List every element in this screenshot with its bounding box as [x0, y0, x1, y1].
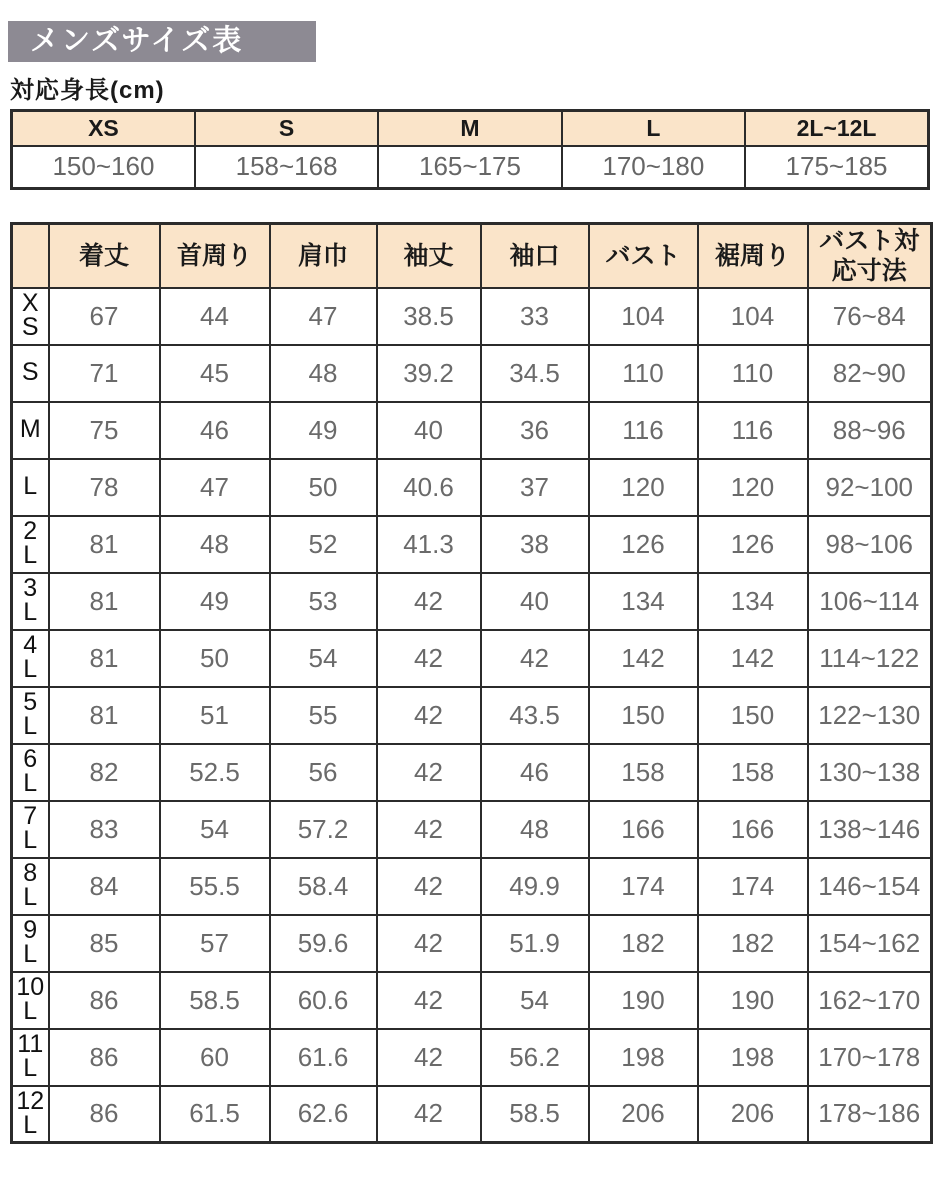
table-row — [12, 1029, 932, 1086]
measurement-cell: 44 — [160, 288, 270, 345]
measurement-cell: 47 — [270, 288, 377, 345]
height-size-header: S — [195, 111, 378, 146]
measurement-cell: 106~114 — [808, 573, 932, 630]
measurement-cell: 182 — [589, 915, 698, 972]
measurement-cell: 178~186 — [808, 1086, 932, 1143]
measurement-cell: 206 — [698, 1086, 808, 1143]
measurement-cell: 52 — [270, 516, 377, 573]
row-label: X S — [12, 288, 49, 345]
table-row — [12, 573, 932, 630]
row-label: 12 L — [12, 1086, 49, 1143]
measurement-cell: 122~130 — [808, 687, 932, 744]
measurement-cell: 158 — [698, 744, 808, 801]
measurement-cell: 98~106 — [808, 516, 932, 573]
table-row — [12, 972, 932, 1029]
table-row — [12, 516, 932, 573]
height-size-header: 2L~12L — [745, 111, 928, 146]
measurement-cell: 150 — [698, 687, 808, 744]
size-table-header-row — [12, 224, 932, 288]
measurement-cell: 41.3 — [377, 516, 481, 573]
measurement-cell: 50 — [270, 459, 377, 516]
row-label: L — [12, 459, 49, 516]
measurement-cell: 48 — [270, 345, 377, 402]
measurement-cell: 33 — [481, 288, 589, 345]
measurement-cell: 190 — [698, 972, 808, 1029]
measurement-cell: 134 — [589, 573, 698, 630]
measurement-cell: 56 — [270, 744, 377, 801]
measurement-cell: 182 — [698, 915, 808, 972]
measurement-cell: 67 — [49, 288, 160, 345]
measurement-cell: 51 — [160, 687, 270, 744]
height-range-cell: 170~180 — [562, 146, 745, 189]
measurement-cell: 126 — [698, 516, 808, 573]
measurement-cell: 110 — [698, 345, 808, 402]
table-row — [12, 402, 932, 459]
measurement-cell: 84 — [49, 858, 160, 915]
measurement-cell: 42 — [377, 573, 481, 630]
height-range-cell: 175~185 — [745, 146, 928, 189]
measurement-cell: 40 — [377, 402, 481, 459]
measurement-cell: 81 — [49, 516, 160, 573]
measurement-cell: 46 — [160, 402, 270, 459]
height-range-cell: 150~160 — [12, 146, 195, 189]
measurement-cell: 83 — [49, 801, 160, 858]
measurement-cell: 59.6 — [270, 915, 377, 972]
row-label: 6 L — [12, 744, 49, 801]
measurement-cell: 54 — [270, 630, 377, 687]
measurement-column-header: 裾周り — [698, 224, 808, 288]
height-table — [10, 109, 930, 190]
measurement-cell: 150 — [589, 687, 698, 744]
measurement-cell: 104 — [589, 288, 698, 345]
measurement-cell: 130~138 — [808, 744, 932, 801]
table-row — [12, 1086, 932, 1143]
row-label: M — [12, 402, 49, 459]
row-label: 7 L — [12, 801, 49, 858]
measurement-cell: 120 — [589, 459, 698, 516]
measurement-cell: 110 — [589, 345, 698, 402]
height-range-cell: 158~168 — [195, 146, 378, 189]
measurement-cell: 42 — [377, 972, 481, 1029]
measurement-cell: 120 — [698, 459, 808, 516]
measurement-cell: 38 — [481, 516, 589, 573]
page-title: メンズサイズ表 — [8, 21, 316, 62]
measurement-cell: 42 — [377, 915, 481, 972]
measurement-column-header: 肩巾 — [270, 224, 377, 288]
measurement-cell: 37 — [481, 459, 589, 516]
height-size-header: M — [378, 111, 561, 146]
measurement-cell: 142 — [589, 630, 698, 687]
measurement-column-header: 袖丈 — [377, 224, 481, 288]
measurement-cell: 57.2 — [270, 801, 377, 858]
measurement-cell: 61.5 — [160, 1086, 270, 1143]
measurement-cell: 53 — [270, 573, 377, 630]
measurement-cell: 116 — [698, 402, 808, 459]
height-size-header: L — [562, 111, 745, 146]
measurement-cell: 104 — [698, 288, 808, 345]
measurement-cell: 198 — [589, 1029, 698, 1086]
measurement-cell: 166 — [698, 801, 808, 858]
measurement-cell: 45 — [160, 345, 270, 402]
measurement-cell: 42 — [481, 630, 589, 687]
measurement-cell: 138~146 — [808, 801, 932, 858]
table-row — [12, 459, 932, 516]
measurement-cell: 54 — [481, 972, 589, 1029]
height-table-header-row — [12, 111, 929, 146]
measurement-cell: 142 — [698, 630, 808, 687]
row-label: 9 L — [12, 915, 49, 972]
row-label: S — [12, 345, 49, 402]
table-row — [12, 858, 932, 915]
measurement-cell: 36 — [481, 402, 589, 459]
measurement-cell: 40 — [481, 573, 589, 630]
measurement-cell: 60 — [160, 1029, 270, 1086]
measurement-cell: 58.5 — [160, 972, 270, 1029]
table-row — [12, 687, 932, 744]
measurement-cell: 39.2 — [377, 345, 481, 402]
row-label: 2 L — [12, 516, 49, 573]
measurement-cell: 60.6 — [270, 972, 377, 1029]
measurement-cell: 43.5 — [481, 687, 589, 744]
measurement-column-header: バスト — [589, 224, 698, 288]
measurement-cell: 206 — [589, 1086, 698, 1143]
measurement-cell: 48 — [481, 801, 589, 858]
measurement-cell: 56.2 — [481, 1029, 589, 1086]
measurement-cell: 42 — [377, 630, 481, 687]
measurement-cell: 42 — [377, 1029, 481, 1086]
measurement-cell: 81 — [49, 573, 160, 630]
measurement-cell: 42 — [377, 1086, 481, 1143]
measurement-cell: 46 — [481, 744, 589, 801]
table-row — [12, 288, 932, 345]
measurement-cell: 58.4 — [270, 858, 377, 915]
measurement-cell: 47 — [160, 459, 270, 516]
measurement-cell: 57 — [160, 915, 270, 972]
measurement-cell: 126 — [589, 516, 698, 573]
measurement-cell: 190 — [589, 972, 698, 1029]
size-table — [10, 222, 933, 1144]
table-row — [12, 915, 932, 972]
measurement-cell: 38.5 — [377, 288, 481, 345]
measurement-cell: 71 — [49, 345, 160, 402]
measurement-cell: 82 — [49, 744, 160, 801]
measurement-cell: 78 — [49, 459, 160, 516]
measurement-cell: 174 — [698, 858, 808, 915]
measurement-cell: 88~96 — [808, 402, 932, 459]
measurement-cell: 158 — [589, 744, 698, 801]
measurement-cell: 55.5 — [160, 858, 270, 915]
row-label: 11 L — [12, 1029, 49, 1086]
height-size-header: XS — [12, 111, 195, 146]
measurement-cell: 134 — [698, 573, 808, 630]
measurement-cell: 50 — [160, 630, 270, 687]
measurement-cell: 42 — [377, 801, 481, 858]
row-label: 8 L — [12, 858, 49, 915]
corner-cell — [12, 224, 49, 288]
row-label: 3 L — [12, 573, 49, 630]
row-label: 4 L — [12, 630, 49, 687]
measurement-cell: 85 — [49, 915, 160, 972]
measurement-cell: 49 — [270, 402, 377, 459]
measurement-cell: 174 — [589, 858, 698, 915]
measurement-cell: 81 — [49, 687, 160, 744]
measurement-cell: 114~122 — [808, 630, 932, 687]
row-label: 5 L — [12, 687, 49, 744]
measurement-cell: 48 — [160, 516, 270, 573]
measurement-cell: 76~84 — [808, 288, 932, 345]
measurement-cell: 55 — [270, 687, 377, 744]
measurement-cell: 54 — [160, 801, 270, 858]
measurement-cell: 86 — [49, 1086, 160, 1143]
measurement-cell: 154~162 — [808, 915, 932, 972]
measurement-cell: 51.9 — [481, 915, 589, 972]
measurement-cell: 42 — [377, 744, 481, 801]
measurement-cell: 82~90 — [808, 345, 932, 402]
measurement-column-header: 首周り — [160, 224, 270, 288]
measurement-cell: 42 — [377, 687, 481, 744]
measurement-cell: 81 — [49, 630, 160, 687]
table-row — [12, 801, 932, 858]
measurement-cell: 58.5 — [481, 1086, 589, 1143]
row-label: 10 L — [12, 972, 49, 1029]
measurement-cell: 75 — [49, 402, 160, 459]
measurement-column-header: 着丈 — [49, 224, 160, 288]
measurement-cell: 170~178 — [808, 1029, 932, 1086]
measurement-cell: 92~100 — [808, 459, 932, 516]
measurement-cell: 198 — [698, 1029, 808, 1086]
measurement-cell: 166 — [589, 801, 698, 858]
measurement-cell: 52.5 — [160, 744, 270, 801]
measurement-cell: 62.6 — [270, 1086, 377, 1143]
height-table-value-row — [12, 146, 929, 189]
measurement-column-header: 袖口 — [481, 224, 589, 288]
measurement-cell: 162~170 — [808, 972, 932, 1029]
measurement-column-header: バスト対応寸法 — [808, 224, 932, 288]
measurement-cell: 116 — [589, 402, 698, 459]
measurement-cell: 49 — [160, 573, 270, 630]
table-row — [12, 630, 932, 687]
table-row — [12, 345, 932, 402]
size-table-body — [12, 288, 932, 1143]
height-table-caption: 対応身長(cm) — [10, 77, 165, 104]
measurement-cell: 42 — [377, 858, 481, 915]
measurement-cell: 61.6 — [270, 1029, 377, 1086]
measurement-cell: 34.5 — [481, 345, 589, 402]
measurement-cell: 49.9 — [481, 858, 589, 915]
height-range-cell: 165~175 — [378, 146, 561, 189]
measurement-cell: 146~154 — [808, 858, 932, 915]
measurement-cell: 86 — [49, 972, 160, 1029]
table-row — [12, 744, 932, 801]
measurement-cell: 40.6 — [377, 459, 481, 516]
measurement-cell: 86 — [49, 1029, 160, 1086]
